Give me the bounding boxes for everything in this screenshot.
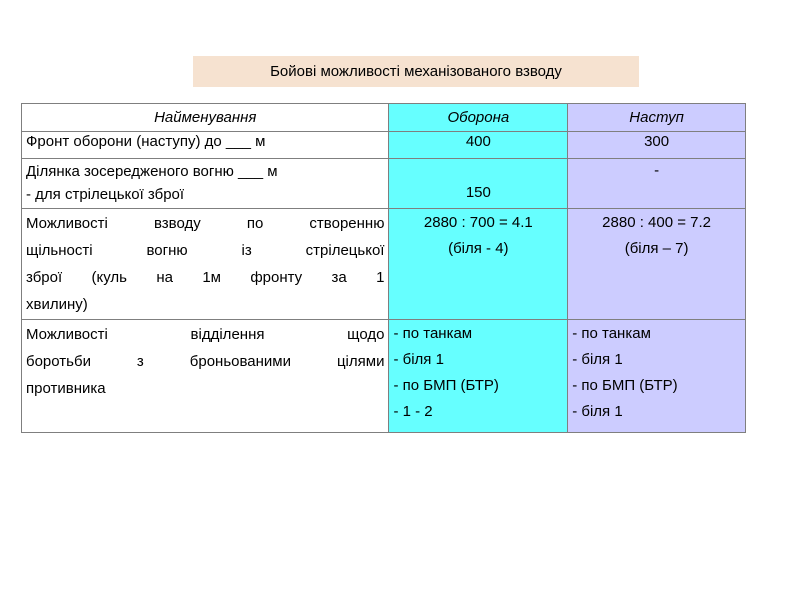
defense-value: - 1 - 2 xyxy=(393,403,433,420)
table-row xyxy=(22,209,746,320)
row-name-text: хвилину) xyxy=(26,296,88,313)
row-name-text: зброї (куль на 1м фронту за 1 xyxy=(26,269,385,286)
header-attack: Наступ xyxy=(568,104,746,132)
table-row xyxy=(22,320,746,433)
attack-value: (біля – 7) xyxy=(624,240,689,257)
defense-value: (біля - 4) xyxy=(448,240,509,257)
defense-value: - по танкам xyxy=(393,325,473,342)
slide-title: Бойові можливості механізованого взводу xyxy=(193,56,639,87)
defense-value: 150 xyxy=(465,184,491,201)
row-name-text: Можливості взводу по створенню xyxy=(26,215,385,232)
defense-value: - біля 1 xyxy=(393,351,444,368)
capabilities-table xyxy=(21,103,746,433)
header-name: Найменування xyxy=(22,104,389,132)
attack-cell xyxy=(568,132,746,159)
table-row xyxy=(22,159,746,209)
row-name-text: - для стрілецької зброї xyxy=(26,186,185,203)
attack-value: - по БМП (БТР) xyxy=(572,377,678,394)
attack-cell xyxy=(568,209,746,320)
attack-value: 300 xyxy=(644,133,670,150)
defense-value: 2880 : 700 = 4.1 xyxy=(423,214,533,231)
attack-cell xyxy=(568,320,746,433)
row-name-text: Ділянка зосередженого вогню ___ м xyxy=(26,163,278,180)
defense-cell xyxy=(389,159,568,209)
row-name-text: Фронт оборони (наступу) до ___ м xyxy=(26,133,266,150)
row-name-cell xyxy=(22,132,389,159)
defense-cell xyxy=(389,209,568,320)
attack-cell xyxy=(568,159,746,209)
defense-value: 400 xyxy=(465,133,491,150)
attack-value: - по танкам xyxy=(572,325,651,342)
row-name-text: противника xyxy=(26,380,106,397)
row-name-cell xyxy=(22,159,389,209)
attack-value: - xyxy=(654,162,660,179)
header-defense: Оборона xyxy=(389,104,568,132)
defense-cell xyxy=(389,320,568,433)
row-name-text: Можливості відділення щодо xyxy=(26,326,385,343)
table-row xyxy=(22,132,746,159)
row-name-text: боротьби з броньованими цілями xyxy=(26,353,385,370)
attack-value: 2880 : 400 = 7.2 xyxy=(602,214,712,231)
row-name-text: щільності вогню із стрілецької xyxy=(26,242,385,259)
table-header-row xyxy=(22,104,746,132)
defense-cell xyxy=(389,132,568,159)
attack-value: - біля 1 xyxy=(572,351,623,368)
row-name-cell xyxy=(22,320,389,433)
defense-value: - по БМП (БТР) xyxy=(393,377,499,394)
attack-value: - біля 1 xyxy=(572,403,623,420)
row-name-cell xyxy=(22,209,389,320)
